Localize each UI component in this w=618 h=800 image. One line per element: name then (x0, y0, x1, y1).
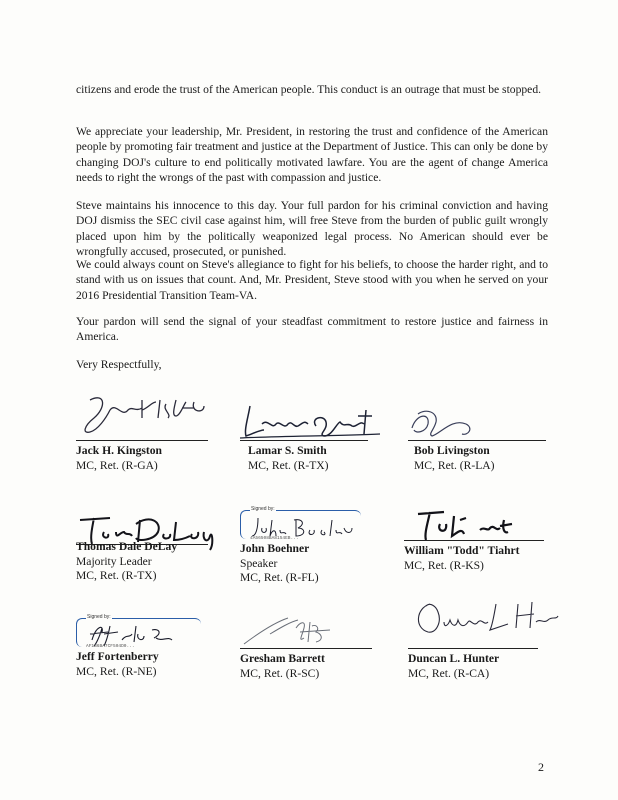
signer-title: MC, Ret. (R-NE) (76, 665, 157, 678)
signer-name: Lamar S. Smith (248, 444, 327, 457)
page-number: 2 (538, 760, 544, 774)
signer-title: MC, Ret. (R-TX) (76, 569, 157, 582)
signer-name: Gresham Barrett (240, 652, 325, 665)
signature-block-tiahrt (404, 510, 574, 600)
handwritten-signature-smith (240, 400, 390, 450)
body-paragraph-3: Steve maintains his innocence to this day. Your full pardon for his criminal conviction and having DOJ dismiss the SEC civil case against him, will free Steve from the burden of public guilt wrongly placed upon him by the politically weaponized legal process. No American should ever be wrongfully accused, prosecuted, or punished. (76, 199, 548, 259)
signer-title: MC, Ret. (R-CA) (408, 667, 490, 680)
signer-name: Jack H. Kingston (76, 444, 163, 457)
handwritten-signature-livingston (408, 404, 558, 444)
handwritten-signature-barrett (240, 614, 370, 650)
body-paragraph-4: We could always count on Steve's allegiance to fight for his beliefs, to choose the harder right, and to stand with us on issues that count. And, Mr. President, Steve stood with you when he served on your 2016 Presidential Transition Team-VA. (76, 258, 548, 302)
signer-name: Duncan L. Hunter (408, 652, 500, 665)
docusign-signed-by-label: Signed by: (251, 506, 275, 512)
signature-block-smith (240, 400, 410, 490)
signer-role: Majority Leader (76, 555, 152, 568)
signature-block-kingston (76, 388, 246, 478)
signer-title: MC, Ret. (R-KS) (404, 559, 484, 572)
signature-line (408, 440, 546, 441)
docusign-hash: AF1B6BA7CF504D0... (86, 644, 135, 649)
signature-block-boehner (240, 506, 410, 596)
signature-block-hunter (408, 598, 578, 688)
body-paragraph-5: Your pardon will send the signal of your steadfast commitment to restore justice and fairness in America. (76, 315, 548, 344)
closing-salutation: Very Respectfully, (76, 358, 162, 371)
docusign-signed-by-label: Signed by: (87, 614, 111, 620)
signer-title: MC, Ret. (R-TX) (248, 459, 329, 472)
signature-line (76, 440, 208, 441)
signature-line (240, 440, 368, 441)
signer-title: MC, Ret. (R-FL) (240, 571, 319, 584)
signer-name: Bob Livingston (414, 444, 490, 457)
body-paragraph-1: citizens and erode the trust of the American people. This conduct is an outrage that must be stopped. (76, 83, 542, 96)
signer-title: MC, Ret. (R-LA) (414, 459, 495, 472)
signer-name: Thomas Dale DeLay (76, 540, 178, 553)
signature-block-livingston (408, 404, 578, 494)
signature-line (404, 540, 544, 541)
signature-block-delay (76, 510, 246, 600)
signature-block-fortenberry (76, 614, 246, 704)
docusign-hash: 4A56508BA8154EB... (250, 536, 299, 541)
signer-name: William "Todd" Tiahrt (404, 544, 520, 557)
signer-title: MC, Ret. (R-SC) (240, 667, 320, 680)
signer-name: John Boehner (240, 542, 310, 555)
signature-line (240, 648, 372, 649)
signer-name: Jeff Fortenberry (76, 650, 159, 663)
signature-line (408, 648, 538, 649)
signature-block-barrett (240, 614, 410, 704)
signer-title: MC, Ret. (R-GA) (76, 459, 158, 472)
handwritten-signature-hunter (408, 598, 568, 648)
signer-role: Speaker (240, 557, 278, 570)
handwritten-signature-kingston (76, 388, 226, 448)
body-paragraph-2: We appreciate your leadership, Mr. President, in restoring the trust and confidence of the American people by promoting fair treatment and justice at the Department of Justice. This can only be done by changing DOJ's culture to end politically motivated lawfare. You are the agent of change America needs to right the wrongs of the past with compassion and justice. (76, 125, 548, 185)
